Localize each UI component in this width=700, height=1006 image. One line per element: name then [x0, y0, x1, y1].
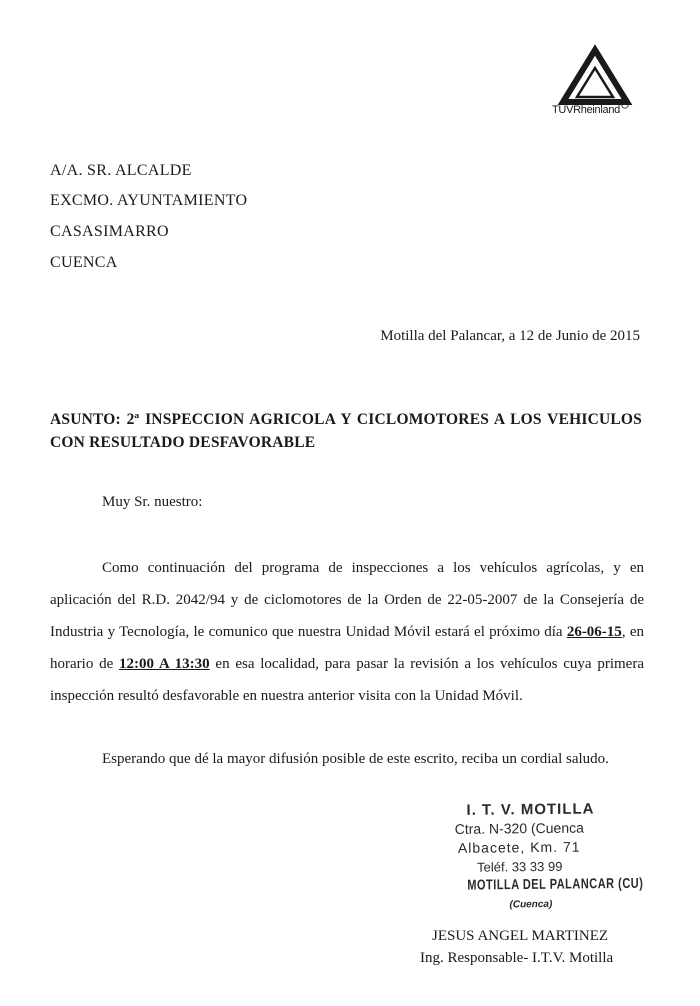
body-text-part3: en esa localidad, para pasar la revisión a los vehículos cuya primera inspección resultó desfavorable en nuestra anterior visita con la Unidad Móvil.	[50, 656, 644, 704]
stamp-line-5: MOTILLA DEL PALANCAR (CU)	[467, 876, 644, 894]
subject-line: ASUNTO: 2ª INSPECCION AGRICOLA Y CICLOMOTORES A LOS VEHICULOS CON RESULTADO DESFAVORABLE	[50, 411, 642, 451]
stamp-line-1: I. T. V. MOTILLA	[466, 800, 595, 819]
recipient-line-2: EXCMO. AYUNTAMIENTO	[50, 192, 248, 209]
stamp-line-3: Albacete, Km. 71	[457, 838, 581, 856]
inspection-time: 12:00 A 13:30	[118, 656, 210, 672]
recipient-line-4: CUENCA	[50, 254, 118, 271]
greeting: Muy Sr. nuestro:	[102, 494, 203, 510]
inspection-date: 26-06-15	[566, 624, 622, 640]
stamp-line-6: (Cuenca)	[509, 898, 553, 911]
body-paragraph	[50, 552, 644, 712]
signatory-name: JESUS ANGEL MARTINEZ	[432, 928, 609, 944]
signatory-role: Ing. Responsable- I.T.V. Motilla	[420, 950, 614, 966]
itv-stamp	[454, 799, 644, 915]
closing-paragraph: Esperando que dé la mayor difusión posible de este escrito, reciba un cordial saludo.	[102, 751, 609, 767]
stamp-line-2: Ctra. N-320 (Cuenca	[454, 819, 584, 837]
recipient-line-1: A/A. SR. ALCALDE	[50, 162, 192, 179]
recipient-line-3: CASASIMARRO	[50, 223, 169, 240]
body-text-part2: , en horario de	[50, 624, 644, 672]
body-text-part1: Como continuación del programa de inspecciones a los vehículos agrícolas, y en aplicación del R.D. 2042/94 y de ciclomotores de la Orden de 22-05-2007 de la Consejería de Industria y Tecnología, le comunico que nuestra Unidad Móvil estará el próximo día	[50, 560, 644, 640]
logo-brand-text: TÜVRheinland	[552, 104, 620, 116]
stamp-line-4: Teléf. 33 33 99	[477, 858, 563, 875]
place-date: Motilla del Palancar, a 12 de Junio de 2015	[380, 328, 640, 344]
